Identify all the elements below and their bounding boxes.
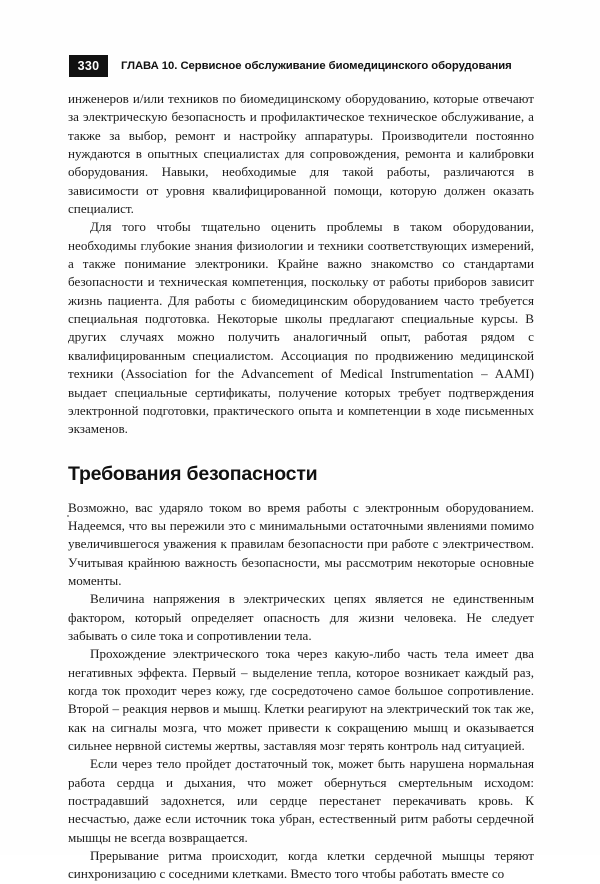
paragraph: Прохождение электрического тока через какую-либо часть тела имеет два негативных эффекта. Первый – выделение тепла, которое возникает каждый раз, когда ток проходит через кожу, где сосредоточено самое большое сопротивление. Второй – реакция нервов и мышц. Клетки реагируют на электрический ток так же, как на сигналы мозга, что может привести к сокращению мышц и оказывается сильнее нервной системы жертвы, заставляя мозг терять контроль над ситуацией. xyxy=(68,646,534,753)
spacer-above-heading xyxy=(68,439,534,463)
body-text-column xyxy=(68,90,534,884)
paragraph-continued: инженеров и/или техников по биомедицинскому оборудованию, которые отвечают за электрическую безопасность и профилактическое техническое обслуживание, а также за выбор, ремонт и настройку аппаратуры. Производители постоянно нуждаются в опытных специалистах для сопровождения, ремонта и калибровки оборудования. Навыки, необходимые для такой работы, различаются в зависимости от уровня квалифицированной помощи, которую должен оказать специалист. xyxy=(68,91,534,217)
running-head xyxy=(69,55,534,77)
paragraph: Возможно, вас ударяло током во время работы с электронным оборудованием. Надеемся, что вы пережили это с минимальными остаточными явлениями помимо увеличившегося уважения к правилам безопасности при работе с электричеством. Учитывая крайнюю важность безопасности, мы рассмотрим некоторые основные моменты. xyxy=(68,499,534,588)
scan-speckle-artifact xyxy=(67,515,69,517)
section-heading: Требования безопасности xyxy=(68,462,318,485)
paragraph: Для того чтобы тщательно оценить проблемы в таком оборудовании, необходимы глубокие знания физиологии и техники соответствующих измерений, а также понимание электроники. Крайне важно знакомство со стандартами безопасности и техническая компетенция, поскольку от работы приборов зависит жизнь пациента. Для работы с биомедицинским оборудованием часто требуется специальная подготовка. Некоторые школы предлагают специальные курсы. В других случаях можно получить аналогичный опыт, работая рядом с квалифицированным специалистом. Ассоциация по продвижению медицинской техники (Association for the Advancement of Medical Instrumentation – AAMI) выдает специальные сертификаты, получение которых требует подтверждения электронной подготовки, практического опыта и компетенции в ходе письменных экзаменов. xyxy=(68,219,534,437)
paragraph-continues-next-page: Прерывание ритма происходит, когда клетки сердечной мышцы теряют синхронизацию с соседними клетками. Вместо того чтобы работать вместе со xyxy=(68,848,534,882)
page-number-badge: 330 xyxy=(69,55,108,78)
paragraph: Если через тело пройдет достаточный ток, может быть нарушена нормальная работа сердца и дыхания, что может обернуться смертельным исходом: пострадавший задохнется, или сердце перестанет перекачивать кровь. К несчастью, даже если источник тока убран, естественный ритм работы сердечной мышцы не всегда возвращается. xyxy=(68,756,534,845)
paragraph: Величина напряжения в электрических цепях является не единственным фактором, который определяет опасность для жизни человека. Не следует забывать о силе тока и сопротивлении тела. xyxy=(68,591,534,643)
chapter-running-title: ГЛАВА 10. Сервисное обслуживание биомедицинского оборудования xyxy=(121,59,512,72)
spacer-below-heading xyxy=(68,485,534,499)
